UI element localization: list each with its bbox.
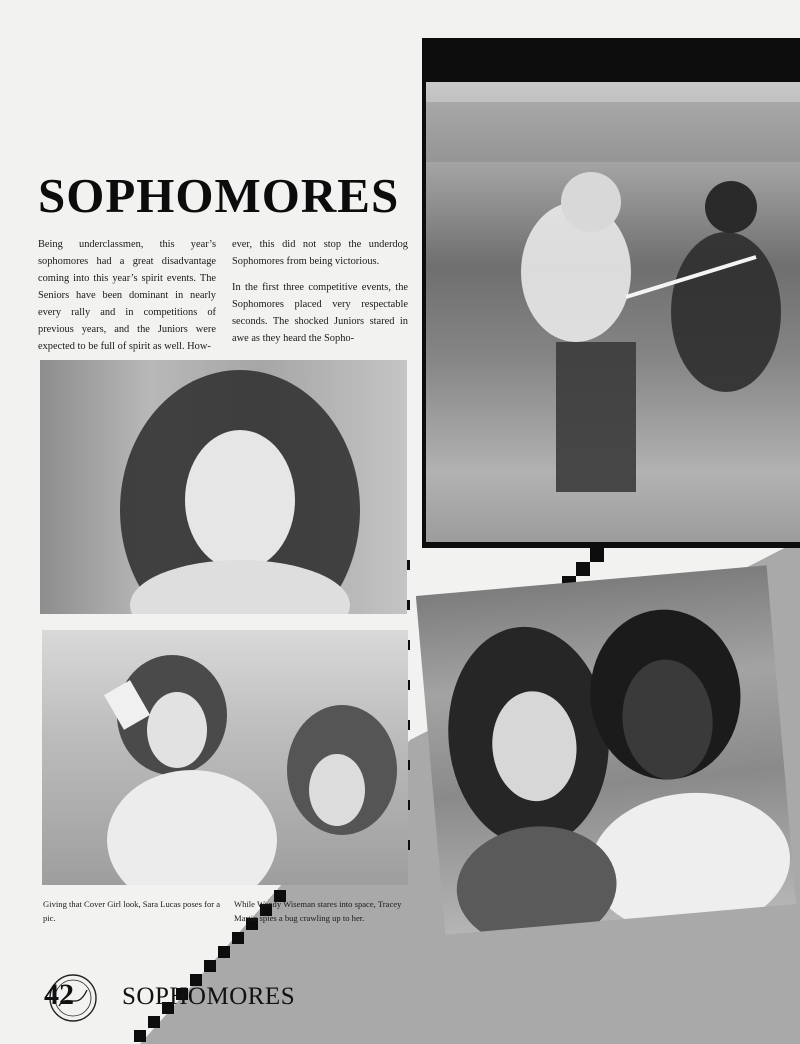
locker-portrait-photo bbox=[40, 360, 407, 614]
paragraph: In the first three competitive events, the Sophomores placed very respectable seconds. The shocked Juniors stared in awe as they heard the Sopho- bbox=[232, 282, 408, 344]
body-column-1 bbox=[38, 236, 216, 364]
friends-silhouettes bbox=[416, 565, 796, 934]
two-girls-silhouettes bbox=[42, 630, 408, 885]
tug-of-war-photo bbox=[426, 82, 800, 542]
paragraph: ever, this did not stop the underdog Sophomores from being victorious. bbox=[232, 239, 408, 267]
portrait-silhouette bbox=[40, 360, 407, 614]
photo-caption-left: Giving that Cover Girl look, Sara Lucas poses for a pic. bbox=[43, 899, 221, 923]
page-title: SOPHOMORES bbox=[38, 168, 400, 223]
two-friends-photo bbox=[416, 565, 796, 934]
page-number: 42 bbox=[44, 978, 74, 1011]
body-column-2 bbox=[232, 236, 408, 356]
section-name: SOPHOMORES bbox=[122, 983, 296, 1010]
photo-caption-right: While Wendy Wiseman stares into space, Tracey Martin spies a bug crawling up to her. bbox=[234, 899, 402, 923]
cups-photo bbox=[42, 630, 408, 885]
tug-of-war-silhouettes bbox=[426, 82, 800, 542]
paragraph: Being underclassmen, this year’s sophomores had a great disadvantage coming into this year’s spirit events. The Seniors have been dominant in nearly every rally and in competitions of previous years, and the Juniors were expected to be full of spirit as well. How- bbox=[38, 239, 216, 352]
